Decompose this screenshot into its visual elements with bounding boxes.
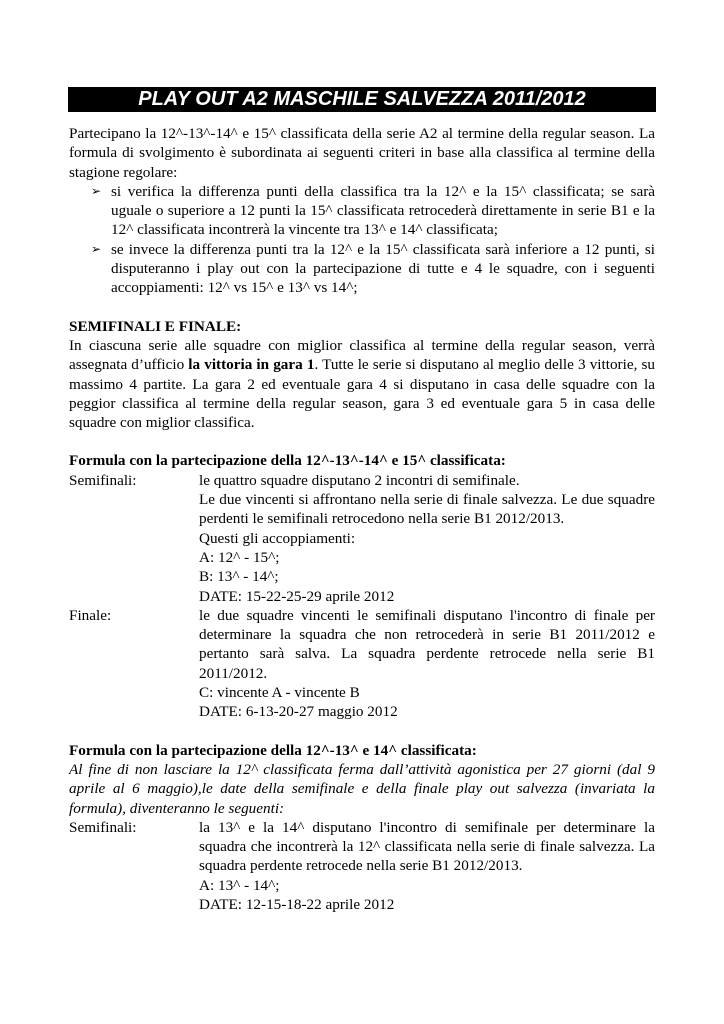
- bullet-text: se invece la differenza punti tra la 12^ e la 15^ classificata sarà inferiore a 12 punti, si disputeranno i play out con la partecipazione di tutte e 4 le squadre, con i seguenti accoppiamenti: 12^ vs 15^ e 13^ vs 14^;: [111, 240, 655, 297]
- formula1-finale-row: [69, 606, 655, 683]
- intro-paragraph: Partecipano la 12^-13^-14^ e 15^ classificata della serie A2 al termine della regular season. La formula di svolgimento è subordinata ai seguenti criteri in base alla classifica al termine della stagione regolare:: [69, 125, 655, 181]
- detail-line: C: vincente A - vincente B: [199, 684, 360, 702]
- row-value: le due squadre vincenti le semifinali disputano l'incontro di finale per determinare la squadra che non retrocederà in serie B1 2011/2012 e pertanto sarà salva. La squadra perdente retrocede nella serie B1 2011/2012.: [199, 606, 655, 682]
- section-heading-formula-2: Formula con la partecipazione della 12^-13^ e 14^ classificata:: [69, 741, 477, 759]
- bullet-item: [69, 182, 655, 240]
- detail-line: Le due vincenti si affrontano nella serie di finale salvezza. Le due squadre perdenti le semifinali retrocedono nella serie B1 2012/2013.: [199, 491, 655, 528]
- section-heading-formula-1: Formula con la partecipazione della 12^-13^-14^ e 15^ classificata:: [69, 452, 506, 470]
- row-label: Semifinali:: [69, 471, 137, 489]
- arrow-bullet-icon: ➢: [91, 241, 102, 256]
- formula2-note: Al fine di non lasciare la 12^ classificata ferma dall’attività agonistica per 27 giorni (dal 9 aprile al 6 maggio),le date della semifinale e della finale play out salvezza (invariata la formula), diventeranno le seguenti:: [69, 760, 655, 817]
- detail-line: Questi gli accoppiamenti:: [199, 529, 356, 547]
- formula2-semifinali-row: [69, 818, 655, 876]
- section-heading-semifinali-finale: SEMIFINALI E FINALE:: [69, 317, 242, 335]
- formula1-semifinali-row: [69, 471, 655, 490]
- semifinali-finale-paragraph: [69, 336, 655, 432]
- row-label: Semifinali:: [69, 818, 137, 836]
- detail-line: DATE: 12-15-18-22 aprile 2012: [199, 895, 395, 913]
- bullet-text: si verifica la differenza punti della classifica tra la 12^ e la 15^ classificata; se sarà uguale o superiore a 12 punti la 15^ classificata retrocederà direttamente in serie B1 e la 12^ classificata incontrerà la vincente tra 13^ e 14^ classificata;: [111, 182, 655, 239]
- row-value: la 13^ e la 14^ disputano l'incontro di semifinale per determinare la squadra che incontrerà la 12^ classificata nella serie di finale salvezza. La squadra perdente retrocede nella serie B1 2012/2013.: [199, 818, 655, 875]
- detail-line: A: 12^ - 15^;: [199, 548, 280, 566]
- detail-line: B: 13^ - 14^;: [199, 568, 279, 586]
- bullet-item: [69, 240, 655, 298]
- arrow-bullet-icon: ➢: [91, 183, 102, 198]
- text-run: . Tutte le serie si disputano al meglio delle 3 vittorie, su massimo 4 partite. La gara 2 ed eventuale gara 4 si disputano in casa delle squadre con la peggior classifica al termine della regular season, gara 3 ed eventuale gara 5 in casa delle squadre con miglior classifica.: [69, 356, 655, 432]
- row-value: le quattro squadre disputano 2 incontri di semifinale.: [199, 471, 520, 489]
- text-run-bold: la vittoria in gara 1: [188, 356, 315, 374]
- row-label: Finale:: [69, 606, 112, 624]
- document-body: [69, 124, 655, 914]
- page-title: PLAY OUT A2 MASCHILE SALVEZZA 2011/2012: [68, 87, 656, 112]
- detail-line: DATE: 6-13-20-27 maggio 2012: [199, 703, 398, 721]
- text-run: In ciascuna serie alle squadre con miglior classifica al termine della regular season, verrà assegnata d’ufficio: [69, 336, 655, 374]
- detail-line: A: 13^ - 14^;: [199, 876, 280, 894]
- detail-line: DATE: 15-22-25-29 aprile 2012: [199, 587, 395, 605]
